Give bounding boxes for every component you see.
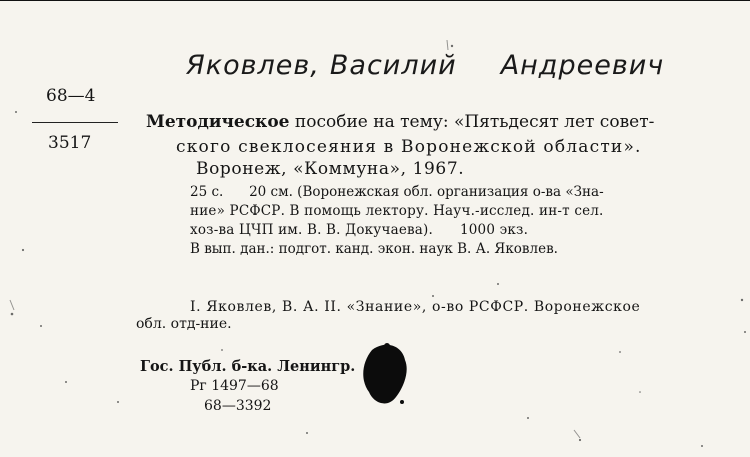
title-line-1-rest: пособие на тему: «Пятьдесят лет совет- (289, 112, 655, 132)
description-line-3: хоз-ва ЦЧП им. В. В. Докучаева). 1000 экз. (190, 222, 529, 238)
author-surname: Яковлев, (186, 50, 320, 81)
library-call-number-1: Рг 1497—68 (190, 378, 279, 394)
author-given-name: Василий (329, 50, 457, 81)
description-line-4: В вып. дан.: подгот. канд. экон. наук В. А. Яковлев. (190, 241, 558, 257)
tracings-line-2: обл. отд-ние. (136, 316, 232, 332)
description-line-2: ние» РСФСР. В помощь лектору. Науч.-исслед. ин-т сел. (190, 203, 604, 219)
library-name: Гос. Публ. б-ка. Ленингр. (140, 358, 356, 375)
tracings-line-1: I. Яковлев, В. А. II. «Знание», о-во РСФСР. Воронежское (190, 299, 641, 315)
library-call-number-2: 68—3392 (204, 398, 272, 414)
shelfmark-bottom: 3517 (48, 133, 92, 153)
author-patronymic: Андреевич (500, 50, 665, 81)
title-bold-word: Методическое (146, 112, 290, 132)
title-line-2: ского свеклосеяния в Воронежской области». (176, 137, 642, 157)
title-line-3: Воронеж, «Коммуна», 1967. (196, 159, 465, 179)
description-line-1: 25 с. 20 см. (Воронежская обл. организация о-ва «Зна- (190, 184, 604, 200)
shelfmark-top: 68—4 (46, 86, 96, 106)
